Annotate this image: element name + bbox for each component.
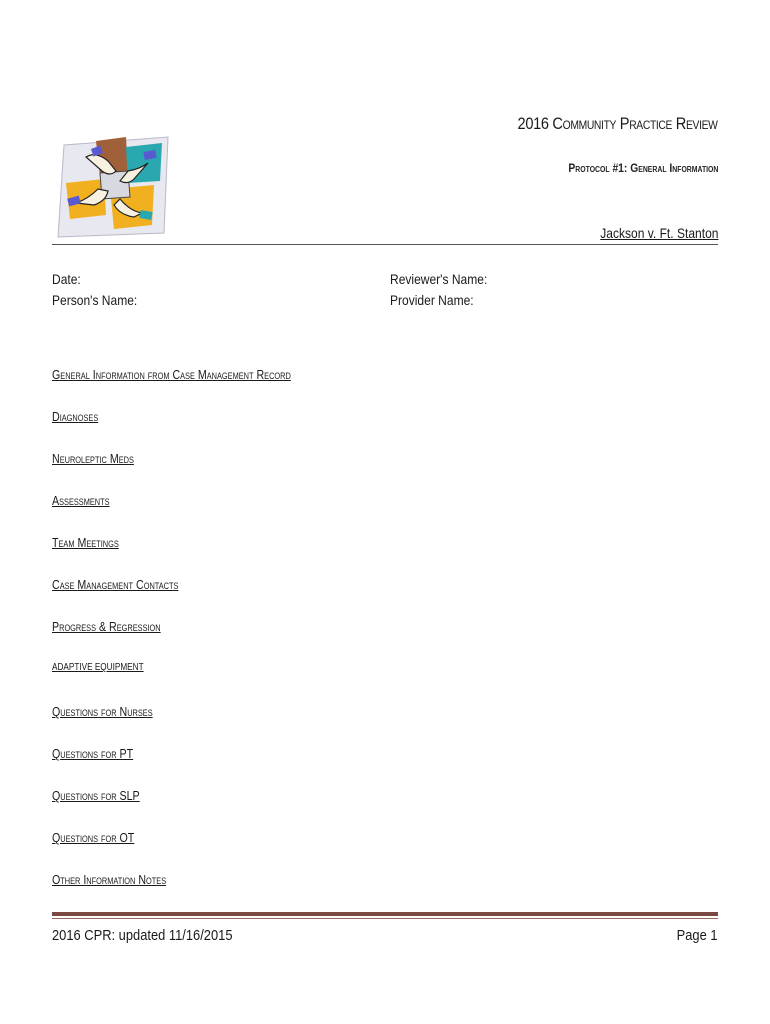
- section-heading: Questions for Nurses: [52, 704, 153, 719]
- reviewers-name-label: Reviewer's Name:: [390, 271, 488, 287]
- section-heading: Progress & Regression: [52, 619, 161, 634]
- provider-name-label: Provider Name:: [390, 292, 474, 308]
- section-heading: Neuroleptic Meds: [52, 451, 134, 466]
- protocol-subtitle: Protocol #1: General Information: [568, 161, 718, 175]
- section-heading: Questions for PT: [52, 746, 134, 761]
- document-title: 2016 Community Practice Review: [517, 114, 718, 133]
- section-heading: Other Information Notes: [52, 872, 167, 887]
- section-heading: ADAPTIVE EQUIPMENT: [52, 662, 144, 673]
- header-divider: [52, 244, 718, 245]
- persons-name-label: Person's Name:: [52, 292, 138, 308]
- page-number: Page 1: [677, 927, 718, 944]
- footer-rule-thin: [52, 918, 718, 919]
- puzzle-hands-icon: [56, 133, 171, 241]
- section-heading: Assessments: [52, 493, 110, 508]
- section-heading: Case Management Contacts: [52, 577, 179, 592]
- section-heading: Diagnoses: [52, 409, 99, 424]
- section-heading: Team Meetings: [52, 535, 119, 550]
- section-heading: General Information from Case Management Record: [52, 367, 291, 382]
- section-heading: Questions for SLP: [52, 788, 140, 803]
- date-label: Date:: [52, 271, 81, 287]
- section-heading: Questions for OT: [52, 830, 135, 845]
- footer-revision: 2016 CPR: updated 11/16/2015: [52, 927, 233, 944]
- footer-rule: [52, 912, 718, 916]
- case-name: Jackson v. Ft. Stanton: [599, 225, 718, 241]
